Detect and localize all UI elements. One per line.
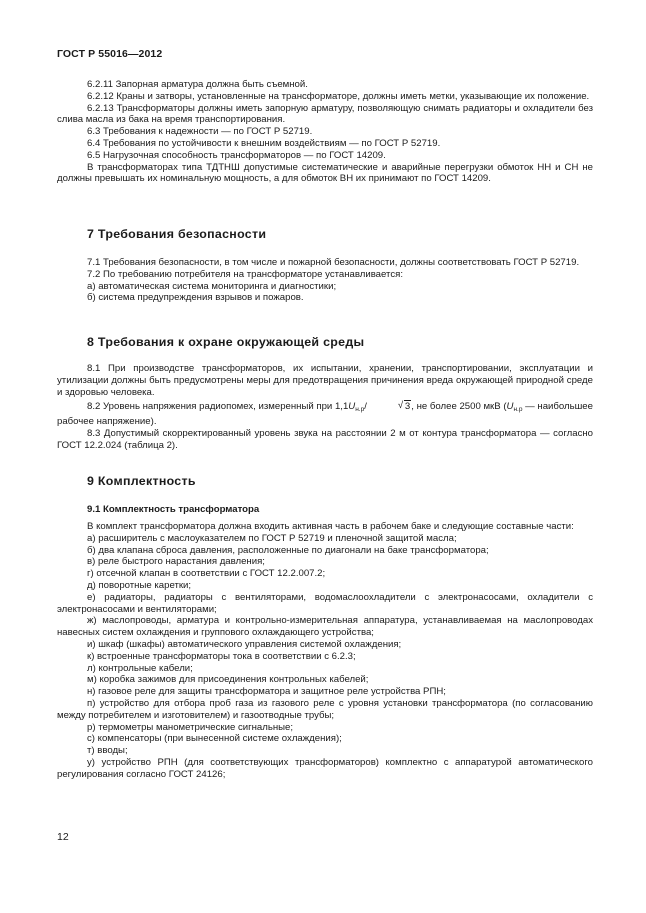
paragraph: 6.2.13 Трансформаторы должны иметь запорную арматуру, позволяющую снимать радиаторы и охладители без слива масла из бака на время транспортирования.: [57, 102, 593, 126]
text-run: , не более 2500 мкВ (: [411, 401, 507, 413]
voltage-subscript: н.р: [355, 406, 365, 414]
section-7-body: [57, 257, 593, 304]
section-9-heading: 9 Комплектность: [87, 474, 196, 488]
document-header: ГОСТ Р 55016—2012: [57, 48, 163, 60]
list-item: г) отсечной клапан в соответствии с ГОСТ 12.2.007.2;: [87, 568, 326, 580]
list-item: п) устройство для отбора проб газа из газового реле с уровня установки трансформатора (по согласованию между потребителем и изготовителем) и газоотводные трубы;: [57, 697, 593, 721]
section-8-heading: 8 Требования к охране окружающей среды: [87, 335, 365, 349]
list-item: ж) маслопроводы, арматура и контрольно-измерительная аппаратура, устанавливаемая на маслопроводах навесных систем охлаждения и группового охлаждающего устройства;: [57, 615, 593, 639]
voltage-subscript: н.р: [513, 406, 523, 414]
paragraph: В трансформаторах типа ТДТНШ допустимые систематические и аварийные перегрузки обмоток НН и СН не должны превышать их номинальную мощность, а для обмоток ВН их принимают по ГОСТ 14209.: [57, 161, 593, 185]
list-item: н) газовое реле для защиты трансформатора и защитное реле устройства РПН;: [87, 686, 446, 698]
slash: /: [364, 401, 367, 413]
paragraph: В комплект трансформатора должна входить активная часть в рабочем баке и следующие составные части:: [87, 521, 574, 532]
list-item: б) система предупреждения взрывов и пожаров.: [87, 292, 304, 304]
list-item: л) контрольные кабели;: [87, 662, 193, 674]
section-7-heading: 7 Требования безопасности: [87, 227, 267, 241]
paragraph: 7.1 Требования безопасности, в том числе и пожарной безопасности, должны соответствовать ГОСТ Р 52719.: [87, 257, 580, 268]
list-item: м) коробка зажимов для присоединения контрольных кабелей;: [87, 674, 369, 686]
radicand: 3: [404, 401, 411, 413]
paragraph: 8.3 Допустимый скорректированный уровень звука на расстоянии 2 м от контура трансформатора — согласно ГОСТ 12.2.024 (таблица 2).: [57, 427, 593, 451]
section-6-continuation: [57, 79, 593, 185]
paragraph: 6.2.11 Запорная арматура должна быть съемной.: [87, 79, 308, 90]
list-item: д) поворотные каретки;: [87, 579, 192, 591]
list-item: е) радиаторы, радиаторы с вентиляторами, водомаслоохладители с электронасосами, охладители с электронасосами и вентиляторами;: [57, 591, 593, 615]
section-9-1-subheading: 9.1 Комплектность трансформатора: [87, 504, 260, 515]
list-item: к) встроенные трансформаторы тока в соответствии с 6.2.3;: [87, 650, 356, 662]
list-item: с) компенсаторы (при вынесенной системе охлаждения);: [87, 733, 342, 745]
square-root-symbol: [368, 401, 411, 413]
paragraph: 6.5 Нагрузочная способность трансформаторов — по ГОСТ 14209.: [87, 149, 386, 161]
list-item: т) вводы;: [87, 745, 128, 757]
radical-sign: √: [397, 400, 404, 412]
text-run: — наибольшее рабочее напряжение).: [57, 401, 593, 428]
voltage-symbol: U: [506, 401, 514, 413]
voltage-symbol: U: [348, 401, 356, 413]
section-8-body: [57, 363, 593, 452]
list-item: у) устройство РПН (для соответствующих трансформаторов) комплектно с аппаратурой автоматического регулирования согласно ГОСТ 24126;: [57, 756, 593, 780]
paragraph: 7.2 По требованию потребителя на трансформаторе устанавливается:: [87, 268, 403, 280]
paragraph: 6.3 Требования к надежности — по ГОСТ Р 52719.: [87, 126, 313, 138]
page-number: 12: [57, 831, 69, 843]
paragraph: 6.2.12 Краны и затворы, установленные на трансформаторе, должны иметь метки, указывающие их положение.: [87, 90, 590, 102]
list-item: в) реле быстрого нарастания давления;: [87, 556, 265, 568]
list-item: а) автоматическая система мониторинга и диагностики;: [87, 280, 337, 292]
section-9-body: [57, 521, 593, 781]
paragraph: 6.4 Требования по устойчивости к внешним воздействиям — по ГОСТ Р 52719.: [87, 137, 441, 149]
list-item: а) расширитель с маслоуказателем по ГОСТ Р 52719 и пленочной защитой масла;: [87, 532, 457, 544]
text-run: 8.2 Уровень напряжения радиопомех, измеренный при 1,1: [87, 401, 349, 413]
paragraph: 8.1 При производстве трансформаторов, их испытании, хранении, транспортировании, эксплуатации и утилизации должны быть предусмотрены меры для предотвращения причинения вреда окружающей природной среде и здоровью человека.: [57, 363, 593, 398]
list-item: р) термометры манометрические сигнальные;: [87, 721, 294, 733]
list-item: б) два клапана сброса давления, расположенные по диагонали на баке трансформатора;: [87, 544, 489, 556]
list-item: и) шкаф (шкафы) автоматического управления системой охлаждения;: [87, 638, 402, 650]
paragraph-radio-interference: [57, 401, 593, 428]
